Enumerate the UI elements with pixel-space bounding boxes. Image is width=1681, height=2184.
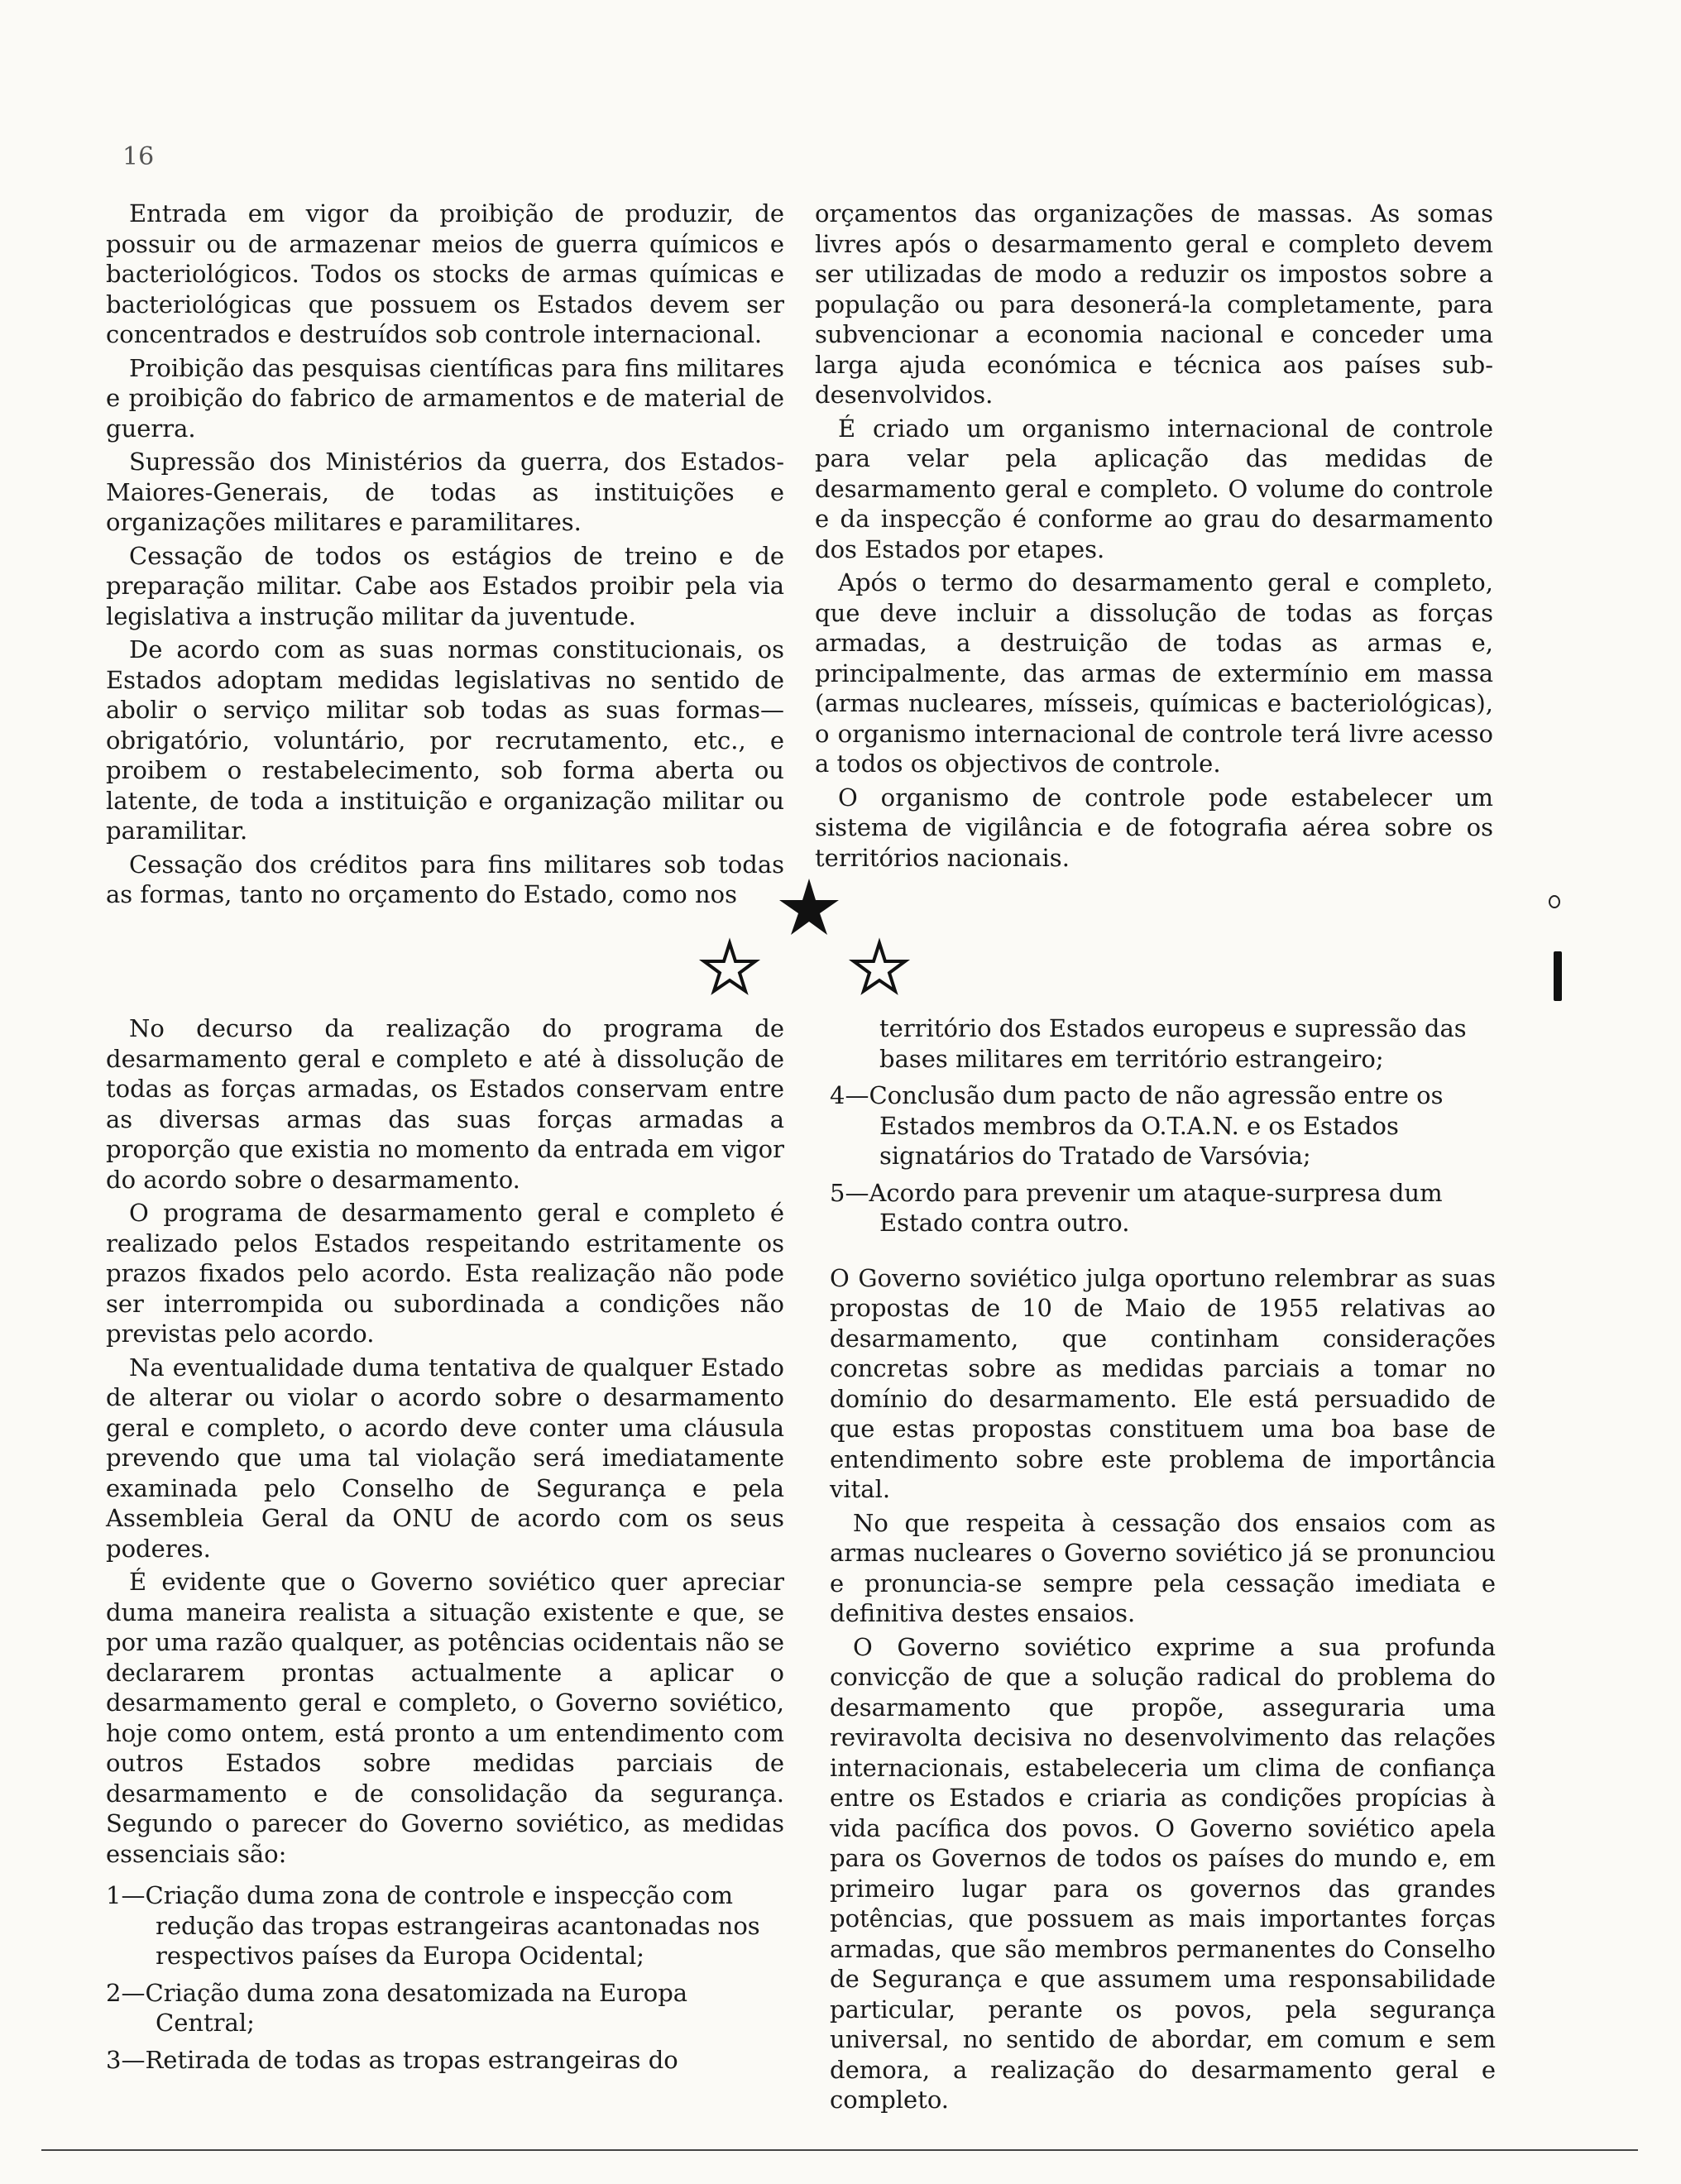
star-icon bbox=[779, 879, 839, 935]
paragraph: O programa de desarmamento geral e completo é realizado pelos Estados respeitando estritamente os prazos fixados pelo acordo. Esta realização não pode ser interrompida ou subordinada a condições não previstas pelo acordo. bbox=[106, 1199, 784, 1348]
paragraph: De acordo com as suas normas constitucionais, os Estados adoptam medidas legislativas no sentido de abolir o serviço militar sob todas as suas formas—obrigatório, voluntário, por recrutamento, etc., e proibem o restabelecimento, sob forma aberta ou latente, de toda a instituição e organização militar ou paramilitar. bbox=[106, 635, 784, 845]
list-item-continuation: território dos Estados europeus e supressão das bases militares em território estrangeiro; bbox=[879, 1014, 1467, 1073]
list-item: 3—Retirada de todas as tropas estrangeiras do bbox=[106, 2045, 678, 2074]
paragraph: Entrada em vigor da proibição de produzir, de possuir ou de armazenar meios de guerra químicos e bacteriológicos. Todos os stocks de armas químicas e bacteriológicas que possuem os Estados devem ser concentrados e destruídos sob controle internacional. bbox=[106, 199, 784, 348]
paragraph: Cessação de todos os estágios de treino e de preparação militar. Cabe aos Estados proibir pela via legislativa a instrução militar da juventude. bbox=[106, 541, 784, 630]
measures-list bbox=[106, 1880, 784, 2075]
page-number: 16 bbox=[122, 142, 155, 171]
margin-mark bbox=[1549, 895, 1560, 908]
list-item: 5—Acordo para prevenir um ataque-surpresa dum Estado contra outro. bbox=[830, 1178, 1443, 1237]
paragraph: Após o termo do desarmamento geral e completo, que deve incluir a dissolução de todas as forças armadas, a destruição de todas as armas e, principalmente, das armas de extermínio em massa (armas nucleares, mísseis, químicas e bacteriológicas), o organismo internacional de controle terá livre acesso a todos os objectivos de controle. bbox=[815, 568, 1493, 778]
bottom-rule bbox=[41, 2149, 1638, 2151]
paragraph: O organismo de controle pode estabelecer um sistema de vigilância e de fotografia aérea sobre os territórios nacionais. bbox=[815, 783, 1493, 872]
paragraph: No decurso da realização do programa de desarmamento geral e completo e até à dissolução de todas as forças armadas, os Estados conservam entre as diversas armas das suas forças armadas a proporção que existia no momento da entrada em vigor do acordo sobre o desarmamento. bbox=[106, 1014, 784, 1194]
paragraph: Na eventualidade duma tentativa de qualquer Estado de alterar ou violar o acordo sobre o desarmamento geral e completo, o acordo deve conter uma cláusula prevendo que uma tal violação será imediatamente examinada pelo Conselho de Segurança e pela Assembleia Geral da ONU de acordo com os seus poderes. bbox=[106, 1353, 784, 1563]
star-icon bbox=[854, 943, 905, 991]
paragraph: No que respeita à cessação dos ensaios com as armas nucleares o Governo soviético já se pronunciou e pronuncia-se sempre pela cessação imediata e definitiva destes ensaios. bbox=[830, 1508, 1496, 1627]
paragraph: O Governo soviético exprime a sua profunda convicção de que a solução radical do problema do desarmamento que propõe, asseguraria uma reviravolta decisiva no desenvolvimento das relações internacionais, estabeleceria um clima de confiança entre os Estados e criaria as condições propícias à vida pacífica dos povos. O Governo soviético apela para os Governos de todos os países do mundo e, em primeiro lugar para os governos das grandes potências, que possuem as mais importantes forças armadas, que são membros permanentes do Conselho de Segurança e que assumem uma responsabilidade particular, perante os povos, pela segurança universal, no sentido de abordar, em comum e sem demora, a realização do desarmamento geral e completo. bbox=[830, 1632, 1496, 2114]
paragraph: É evidente que o Governo soviético quer apreciar duma maneira realista a situação existente e que, se por uma razão qualquer, as potências ocidentais não se declararem prontas actualmente a aplicar o desarmamento geral e completo, o Governo soviético, hoje como ontem, está pronto a um entendimento com outros Estados sobre medidas parciais de desarmamento e de consolidação da segurança. Segundo o parecer do Governo soviético, as medidas essenciais são: bbox=[106, 1568, 784, 1868]
measures-list-continued bbox=[830, 1080, 1496, 1238]
bottom-left-column bbox=[106, 1013, 784, 2081]
bottom-right-column bbox=[830, 1013, 1496, 2119]
paragraph: Proibição das pesquisas científicas para fins militares e proibição do fabrico de armamentos e de material de guerra. bbox=[106, 353, 784, 443]
list-item: 1—Criação duma zona de controle e inspecção com redução das tropas estrangeiras acantonadas nos respectivos países da Europa Ocidental; bbox=[106, 1881, 760, 1970]
paragraph: Cessação dos créditos para fins militares sob todas as formas, tanto no orçamento do Estado, como nos bbox=[106, 850, 784, 908]
paragraph: orçamentos das organizações de massas. As somas livres após o desarmamento geral e completo devem ser utilizadas de modo a reduzir os impostos sobre a população ou para desonerá-la completamente, para subvencionar a economia nacional e conceder uma larga ajuda económica e técnica aos países sub-desenvolvidos. bbox=[815, 199, 1493, 409]
paragraph: Supressão dos Ministérios da guerra, dos Estados-Maiores-Generais, de todas as instituições e organizações militares e paramilitares. bbox=[106, 448, 784, 536]
list-item: 4—Conclusão dum pacto de não agressão entre os Estados membros da O.T.A.N. e os Estados signatários do Tratado de Varsóvia; bbox=[830, 1081, 1444, 1170]
margin-mark bbox=[1554, 951, 1562, 1001]
list-item: 2—Criação duma zona desatomizada na Europa Central; bbox=[106, 1978, 688, 2037]
top-right-column bbox=[815, 199, 1493, 876]
top-left-column bbox=[106, 199, 784, 913]
paragraph: O Governo soviético julga oportuno relembrar as suas propostas de 10 de Maio de 1955 relativas ao desarmamento, que continham considerações concretas sobre as medidas parciais a tomar no domínio do desarmamento. Ele está persuadido de que estas propostas constituem uma boa base de entendimento sobre este problema de importância vital. bbox=[830, 1263, 1496, 1503]
star-icon bbox=[704, 943, 755, 991]
paragraph: É criado um organismo internacional de controle para velar pela aplicação das medidas de desarmamento geral e completo. O volume do controle e da inspecção é conforme ao grau do desarmamento dos Estados por etapes. bbox=[815, 414, 1493, 563]
